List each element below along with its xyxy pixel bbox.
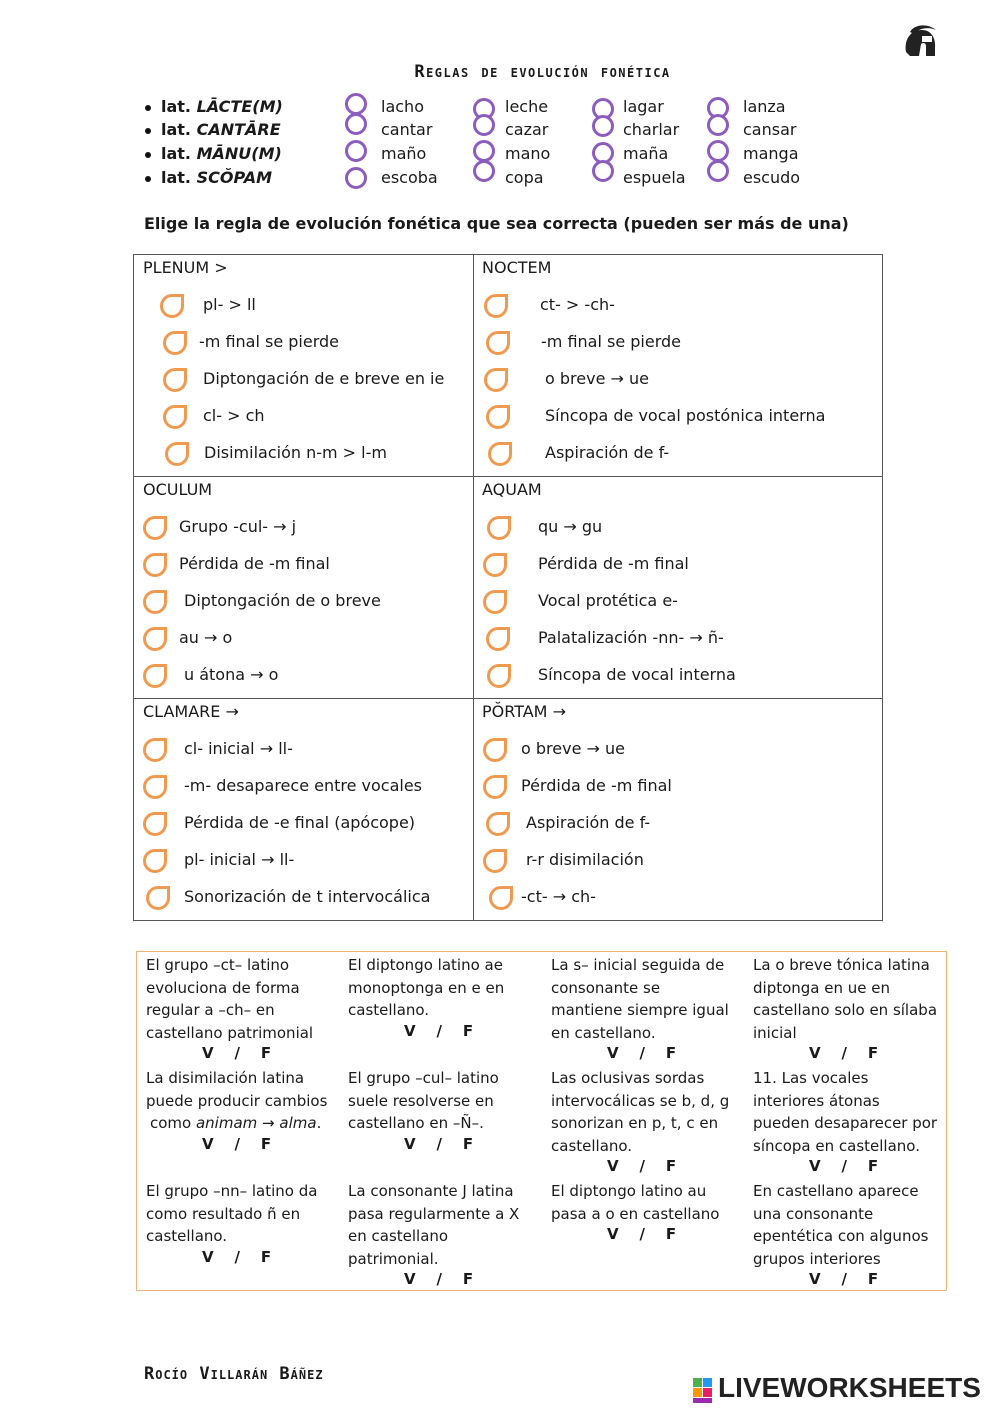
rule-label: cl- inicial → ll-: [184, 739, 293, 758]
statement-line: en castellano.: [551, 1023, 656, 1042]
option-label: escoba: [381, 168, 438, 187]
statement-line: evoluciona de forma: [146, 978, 300, 997]
statement-text: [551, 1180, 746, 1225]
option-label: leche: [505, 97, 549, 116]
rule-checkbox[interactable]: [143, 849, 167, 873]
latin-prefix: lat.: [161, 97, 192, 116]
latin-word-label: [145, 120, 281, 139]
latin-word: CANTĀRE: [196, 120, 281, 139]
rule-label: Vocal protética e-: [538, 591, 678, 610]
rule-label: o breve → ue: [545, 369, 649, 388]
statement-line: regular a –ch– en: [146, 1001, 275, 1020]
option-label: mano: [505, 144, 551, 163]
rule-checkbox[interactable]: [163, 368, 187, 392]
rule-checkbox[interactable]: [165, 442, 189, 466]
statement-line: castellano.: [146, 1227, 228, 1246]
grid-divider-vertical: [473, 254, 474, 921]
cell-title: OCULUM: [143, 480, 213, 499]
statement-line: Las oclusivas sordas: [551, 1069, 705, 1087]
option-radio[interactable]: [473, 160, 495, 182]
statement-line: monoptonga en e en: [348, 978, 505, 997]
bullet-icon: [145, 105, 151, 111]
rule-label: Disimilación n-m > l-m: [204, 443, 387, 462]
true-false-selector[interactable]: V / F: [404, 1021, 474, 1040]
rule-label: Palatalización -nn- → ñ-: [538, 628, 724, 647]
statement-text: [753, 954, 948, 1044]
statement-line: grupos interiores: [753, 1249, 881, 1268]
statement-line: La o breve tónica latina: [753, 956, 930, 974]
statement-line: epentética con algunos: [753, 1227, 929, 1246]
statement-line: castellano patrimonial: [146, 1023, 314, 1042]
statement-line: 11. Las vocales: [753, 1069, 869, 1087]
option-label: cansar: [743, 120, 797, 139]
rule-checkbox[interactable]: [486, 627, 510, 651]
option-radio[interactable]: [473, 114, 495, 136]
statement-line: en castellano: [348, 1227, 449, 1246]
option-label: charlar: [623, 120, 680, 139]
cell-title: PŎRTAM →: [482, 702, 566, 721]
option-radio[interactable]: [707, 140, 729, 162]
rule-checkbox[interactable]: [487, 516, 511, 540]
statement-text: [146, 1180, 341, 1248]
statement-line: suele resolverse en: [348, 1091, 494, 1110]
statement-line: mantiene siempre igual: [551, 1001, 729, 1020]
statement-line: interiores átonas: [753, 1091, 880, 1110]
rule-label: ct- > -ch-: [540, 295, 615, 314]
statement-line: La consonante J latina: [348, 1182, 514, 1200]
statement-line: castellano.: [551, 1136, 633, 1155]
rule-checkbox[interactable]: [143, 738, 167, 762]
true-false-selector[interactable]: V / F: [202, 1044, 272, 1063]
rule-checkbox[interactable]: [143, 627, 167, 651]
option-label: cazar: [505, 120, 549, 139]
statement-line: El grupo –cul– latino: [348, 1069, 499, 1087]
rule-checkbox[interactable]: [486, 405, 510, 429]
statement-line: síncopa en castellano.: [753, 1136, 920, 1155]
option-radio[interactable]: [345, 140, 367, 162]
rule-label: Pérdida de -m final: [521, 776, 672, 795]
option-label: maño: [381, 144, 427, 163]
rule-label: Grupo -cul- → j: [179, 517, 297, 536]
statement-text: [551, 1067, 746, 1157]
statement-line: inicial: [753, 1023, 797, 1042]
rule-label: pl- > ll: [203, 295, 256, 314]
instruction-text: Elige la regla de evolución fonética que sea correcta (pueden ser más de una): [144, 214, 849, 233]
statement-line: pueden desaparecer por: [753, 1114, 938, 1133]
latin-word-label: [145, 144, 282, 163]
bullet-icon: [145, 152, 151, 158]
statement-line: puede producir cambios: [146, 1091, 328, 1110]
statement-line: una consonante: [753, 1204, 874, 1223]
rule-checkbox[interactable]: [483, 553, 507, 577]
rule-checkbox[interactable]: [483, 849, 507, 873]
latin-word: LĀCTE(M): [196, 97, 283, 116]
statement-line: El grupo –ct– latino: [146, 956, 290, 974]
rule-label: -m final se pierde: [199, 332, 340, 351]
option-label: manga: [743, 144, 799, 163]
statement-text: [753, 1067, 948, 1157]
rule-checkbox[interactable]: [143, 516, 167, 540]
statement-text: [753, 1180, 948, 1270]
latin-prefix: lat.: [161, 144, 192, 163]
statement-line: consonante se: [551, 978, 661, 997]
option-label: copa: [505, 168, 544, 187]
true-false-selector[interactable]: V / F: [404, 1270, 474, 1289]
rule-checkbox[interactable]: [488, 442, 512, 466]
statement-line: castellano en –Ñ–.: [348, 1114, 484, 1133]
statement-text: [146, 954, 341, 1044]
option-radio[interactable]: [473, 140, 495, 162]
statement-line: como animam → alma.: [150, 1114, 322, 1133]
true-false-selector[interactable]: V / F: [404, 1134, 474, 1153]
statement-line: El diptongo latino au: [551, 1182, 707, 1200]
rule-checkbox[interactable]: [484, 294, 508, 318]
option-label: lagar: [623, 97, 664, 116]
rule-label: Síncopa de vocal postónica interna: [545, 406, 826, 425]
rule-label: -ct- → ch-: [521, 887, 596, 906]
rule-label: -m final se pierde: [541, 332, 682, 351]
rule-checkbox[interactable]: [483, 738, 507, 762]
rule-checkbox[interactable]: [487, 664, 511, 688]
rule-label: Pérdida de -m final: [538, 554, 689, 573]
true-false-selector[interactable]: V / F: [809, 1044, 879, 1063]
option-radio[interactable]: [592, 160, 614, 182]
rule-label: Síncopa de vocal interna: [538, 665, 736, 684]
statement-line: pasa regularmente a X: [348, 1204, 520, 1223]
statement-line: castellano.: [348, 1001, 430, 1020]
rule-checkbox[interactable]: [484, 368, 508, 392]
option-radio[interactable]: [707, 160, 729, 182]
statement-line: patrimonial.: [348, 1249, 439, 1268]
option-label: escudo: [743, 168, 801, 187]
option-radio[interactable]: [345, 93, 367, 115]
true-false-selector[interactable]: V / F: [809, 1270, 879, 1289]
author-name: Rocío Villarán Báñez: [144, 1364, 324, 1384]
statement-text: [348, 954, 543, 1022]
rule-checkbox[interactable]: [146, 886, 170, 910]
spartan-helmet-icon: [898, 22, 940, 64]
bullet-icon: [145, 176, 151, 182]
latin-word: MĀNU(M): [196, 144, 282, 163]
rule-checkbox[interactable]: [160, 294, 184, 318]
statement-line: La s– inicial seguida de: [551, 956, 725, 974]
rule-checkbox[interactable]: [163, 405, 187, 429]
option-label: espuela: [623, 168, 686, 187]
rule-label: Aspiración de f-: [526, 813, 651, 832]
option-radio[interactable]: [345, 167, 367, 189]
option-label: lacho: [381, 97, 424, 116]
rule-label: -m- desaparece entre vocales: [184, 776, 423, 795]
true-false-selector[interactable]: V / F: [607, 1157, 677, 1176]
rule-label: Pérdida de -e final (apócope): [184, 813, 416, 832]
rule-checkbox[interactable]: [486, 331, 510, 355]
rule-checkbox[interactable]: [143, 553, 167, 577]
true-false-selector[interactable]: V / F: [202, 1247, 272, 1266]
rule-label: r-r disimilación: [526, 850, 644, 869]
statement-line: pasa a o en castellano: [551, 1204, 720, 1223]
rule-checkbox[interactable]: [483, 775, 507, 799]
rule-checkbox[interactable]: [483, 590, 507, 614]
option-radio[interactable]: [707, 114, 729, 136]
true-false-selector[interactable]: V / F: [202, 1134, 272, 1153]
statement-line: diptonga en ue en: [753, 978, 890, 997]
rule-label: Pérdida de -m final: [179, 554, 330, 573]
rule-checkbox[interactable]: [486, 812, 510, 836]
option-radio[interactable]: [592, 115, 614, 137]
rule-checkbox[interactable]: [489, 886, 513, 910]
cell-title: NOCTEM: [482, 258, 552, 277]
rule-checkbox[interactable]: [143, 775, 167, 799]
rule-label: au → o: [179, 628, 233, 647]
grid-divider-horizontal: [133, 698, 883, 699]
statement-line: En castellano aparece: [753, 1182, 919, 1200]
rule-checkbox[interactable]: [143, 590, 167, 614]
rule-checkbox[interactable]: [163, 331, 187, 355]
cell-title: AQUAM: [482, 480, 542, 499]
statement-text: [348, 1067, 543, 1135]
bullet-icon: [145, 128, 151, 134]
grid-divider-horizontal: [133, 476, 883, 477]
rule-label: Diptongación de o breve: [184, 591, 381, 610]
true-false-selector[interactable]: V / F: [809, 1157, 879, 1176]
cell-title: CLAMARE →: [143, 702, 239, 721]
rule-checkbox[interactable]: [143, 664, 167, 688]
latin-word-label: [145, 97, 283, 116]
latin-prefix: lat.: [161, 168, 192, 187]
latin-prefix: lat.: [161, 120, 192, 139]
rule-label: qu → gu: [538, 517, 603, 536]
rule-label: pl- inicial → ll-: [184, 850, 295, 869]
option-label: lanza: [743, 97, 786, 116]
rule-label: Diptongación de e breve en ie: [203, 369, 445, 388]
statement-text: [146, 1067, 341, 1135]
statement-line: castellano solo en sílaba: [753, 1001, 938, 1020]
rule-label: u átona → o: [184, 665, 279, 684]
option-radio[interactable]: [345, 113, 367, 135]
option-label: maña: [623, 144, 669, 163]
statement-line: El grupo –nn– latino da: [146, 1182, 318, 1200]
true-false-selector[interactable]: V / F: [607, 1225, 677, 1244]
statement-text: [348, 1180, 543, 1270]
liveworksheets-logo-icon: [693, 1378, 717, 1404]
rule-checkbox[interactable]: [143, 812, 167, 836]
rule-label: Sonorización de t intervocálica: [184, 887, 431, 906]
liveworksheets-brand: LIVEWORKSHEETS: [718, 1372, 981, 1403]
latin-word: SCŎPAM: [196, 168, 273, 187]
statement-line: intervocálicas se b, d, g: [551, 1091, 730, 1110]
true-false-selector[interactable]: V / F: [607, 1044, 677, 1063]
rule-label: o breve → ue: [521, 739, 625, 758]
statement-line: El diptongo latino ae: [348, 956, 503, 974]
rule-label: Aspiración de f-: [545, 443, 670, 462]
statement-line: como resultado ñ en: [146, 1204, 301, 1223]
statement-line: sonorizan en p, t, c en: [551, 1114, 719, 1133]
page-title: Reglas de evolución fonética: [414, 62, 671, 82]
statement-line: La disimilación latina: [146, 1069, 305, 1087]
latin-word-label: [145, 168, 272, 187]
cell-title: PLENUM >: [143, 258, 228, 277]
option-label: cantar: [381, 120, 433, 139]
rule-label: cl- > ch: [203, 406, 265, 425]
statement-text: [551, 954, 746, 1044]
